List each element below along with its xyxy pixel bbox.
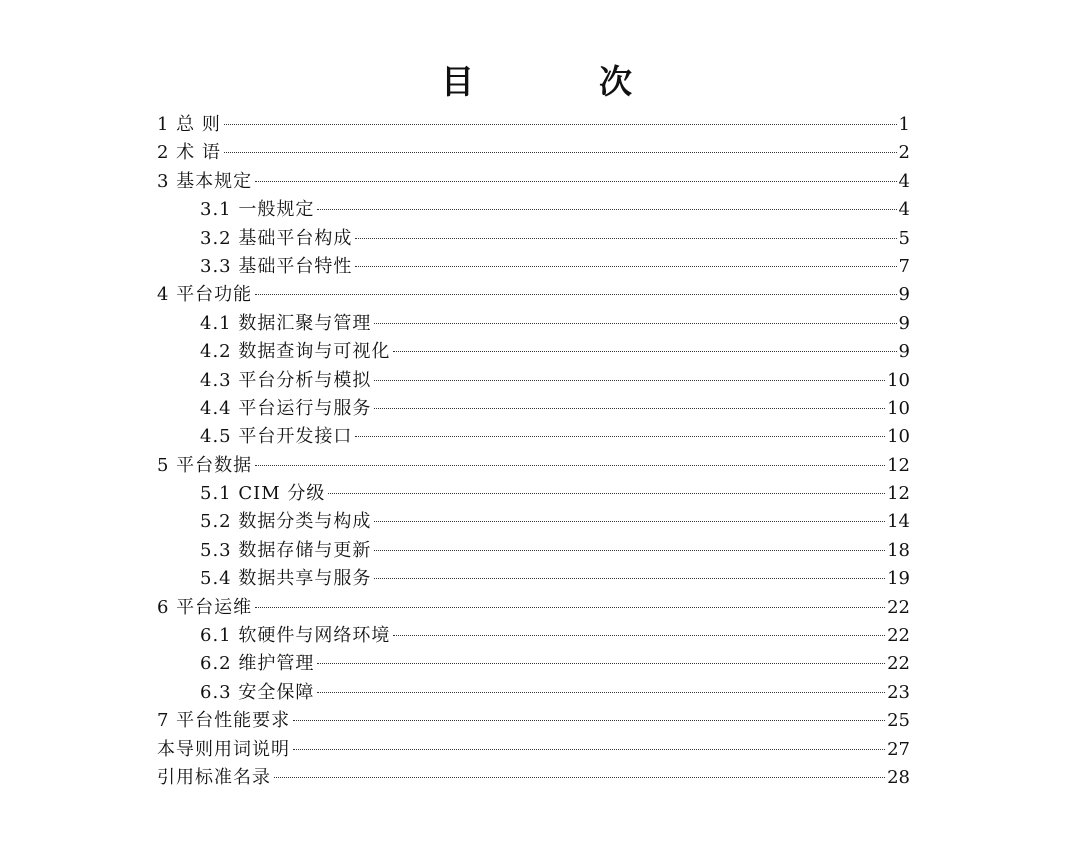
dot-leader bbox=[374, 380, 885, 381]
toc-subsection-entry[interactable] bbox=[157, 650, 910, 678]
toc-entry-page-number: 2 bbox=[898, 142, 910, 164]
toc-subsection-entry[interactable] bbox=[157, 679, 910, 707]
toc-entry-label: 3.2 基础平台构成 bbox=[200, 227, 353, 249]
toc-entry-label: 4.4 平台运行与服务 bbox=[200, 397, 372, 419]
toc-section-entry[interactable] bbox=[157, 452, 910, 480]
toc-entry-page-number: 19 bbox=[887, 568, 910, 590]
toc-entry-page-number: 10 bbox=[887, 426, 910, 448]
dot-leader bbox=[293, 720, 885, 721]
toc-entry-label: 3.1 一般规定 bbox=[200, 199, 315, 221]
toc-section-entry[interactable] bbox=[157, 736, 910, 764]
toc-subsection-entry[interactable] bbox=[157, 338, 910, 366]
dot-leader bbox=[255, 607, 885, 608]
toc-entry-label: 5.3 数据存储与更新 bbox=[200, 539, 372, 561]
toc-entry-page-number: 12 bbox=[887, 483, 910, 505]
toc-entry-label: 6 平台运维 bbox=[157, 596, 253, 618]
dot-leader bbox=[393, 635, 885, 636]
toc-subsection-entry[interactable] bbox=[157, 565, 910, 593]
table-of-contents bbox=[157, 111, 910, 792]
toc-entry-label: 5.1 CIM 分级 bbox=[200, 483, 326, 505]
toc-entry-label: 4.1 数据汇聚与管理 bbox=[200, 312, 372, 334]
dot-leader bbox=[393, 351, 896, 352]
toc-entry-page-number: 7 bbox=[898, 255, 910, 277]
dot-leader bbox=[374, 521, 885, 522]
toc-entry-page-number: 27 bbox=[887, 738, 910, 760]
toc-subsection-entry[interactable] bbox=[157, 508, 910, 536]
dot-leader bbox=[374, 578, 885, 579]
dot-leader bbox=[255, 181, 896, 182]
toc-entry-page-number: 9 bbox=[898, 312, 910, 334]
toc-entry-page-number: 5 bbox=[898, 227, 910, 249]
toc-entry-page-number: 4 bbox=[898, 199, 910, 221]
toc-subsection-entry[interactable] bbox=[157, 367, 910, 395]
dot-leader bbox=[255, 294, 896, 295]
dot-leader bbox=[374, 550, 885, 551]
dot-leader bbox=[255, 465, 885, 466]
dot-leader bbox=[224, 152, 897, 153]
toc-entry-label: 6.3 安全保障 bbox=[200, 681, 315, 703]
toc-entry-page-number: 10 bbox=[887, 397, 910, 419]
toc-entry-page-number: 14 bbox=[887, 511, 910, 533]
toc-entry-page-number: 12 bbox=[887, 454, 910, 476]
toc-subsection-entry[interactable] bbox=[157, 253, 910, 281]
toc-section-entry[interactable] bbox=[157, 594, 910, 622]
toc-section-entry[interactable] bbox=[157, 281, 910, 309]
toc-subsection-entry[interactable] bbox=[157, 310, 910, 338]
toc-section-entry[interactable] bbox=[157, 139, 910, 167]
toc-section-entry[interactable] bbox=[157, 707, 910, 735]
toc-entry-label: 2 术 语 bbox=[157, 142, 221, 164]
toc-entry-page-number: 22 bbox=[887, 653, 910, 675]
toc-entry-page-number: 23 bbox=[887, 681, 910, 703]
toc-subsection-entry[interactable] bbox=[157, 622, 910, 650]
dot-leader bbox=[355, 266, 896, 267]
toc-entry-label: 6.2 维护管理 bbox=[200, 653, 315, 675]
toc-entry-label: 3 基本规定 bbox=[157, 170, 253, 192]
toc-subsection-entry[interactable] bbox=[157, 480, 910, 508]
dot-leader bbox=[317, 209, 896, 210]
toc-subsection-entry[interactable] bbox=[157, 395, 910, 423]
toc-entry-label: 5.4 数据共享与服务 bbox=[200, 568, 372, 590]
dot-leader bbox=[317, 663, 885, 664]
toc-entry-page-number: 28 bbox=[887, 766, 910, 788]
toc-section-entry[interactable] bbox=[157, 168, 910, 196]
toc-entry-page-number: 18 bbox=[887, 539, 910, 561]
toc-entry-label: 4.2 数据查询与可视化 bbox=[200, 341, 391, 363]
toc-entry-page-number: 1 bbox=[898, 114, 910, 135]
toc-entry-page-number: 9 bbox=[898, 284, 910, 306]
toc-entry-page-number: 10 bbox=[887, 369, 910, 391]
toc-entry-page-number: 4 bbox=[898, 170, 910, 192]
toc-entry-label: 引用标准名录 bbox=[157, 766, 271, 788]
toc-entry-label: 1 总 则 bbox=[157, 114, 221, 135]
dot-leader bbox=[224, 124, 897, 125]
toc-entry-page-number: 25 bbox=[887, 710, 910, 732]
toc-entry-page-number: 9 bbox=[898, 341, 910, 363]
dot-leader bbox=[274, 777, 885, 778]
toc-entry-label: 4 平台功能 bbox=[157, 284, 253, 306]
toc-entry-page-number: 22 bbox=[887, 596, 910, 618]
dot-leader bbox=[328, 493, 885, 494]
toc-subsection-entry[interactable] bbox=[157, 225, 910, 253]
page-title: 目 次 bbox=[441, 62, 678, 102]
toc-entry-label: 5 平台数据 bbox=[157, 454, 253, 476]
toc-entry-label: 5.2 数据分类与构成 bbox=[200, 511, 372, 533]
toc-entry-label: 4.3 平台分析与模拟 bbox=[200, 369, 372, 391]
toc-subsection-entry[interactable] bbox=[157, 537, 910, 565]
toc-section-entry[interactable] bbox=[157, 111, 910, 139]
toc-entry-page-number: 22 bbox=[887, 625, 910, 647]
dot-leader bbox=[293, 749, 885, 750]
dot-leader bbox=[374, 408, 885, 409]
toc-entry-label: 4.5 平台开发接口 bbox=[200, 426, 353, 448]
dot-leader bbox=[317, 692, 885, 693]
toc-entry-label: 6.1 软硬件与网络环境 bbox=[200, 625, 391, 647]
toc-entry-label: 本导则用词说明 bbox=[157, 738, 290, 760]
dot-leader bbox=[355, 238, 896, 239]
toc-subsection-entry[interactable] bbox=[157, 423, 910, 451]
toc-entry-label: 7 平台性能要求 bbox=[157, 710, 291, 732]
toc-subsection-entry[interactable] bbox=[157, 196, 910, 224]
dot-leader bbox=[374, 323, 896, 324]
dot-leader bbox=[355, 436, 885, 437]
toc-section-entry[interactable] bbox=[157, 764, 910, 792]
toc-entry-label: 3.3 基础平台特性 bbox=[200, 255, 353, 277]
